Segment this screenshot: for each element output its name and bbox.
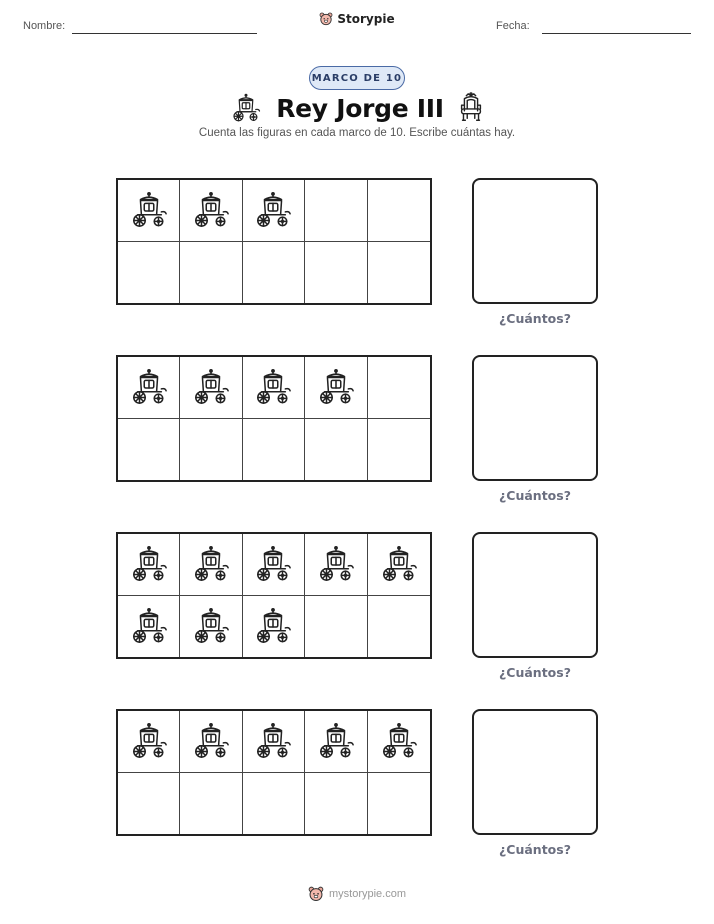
frame-cell	[243, 534, 305, 596]
frame-cell	[118, 357, 180, 419]
answer-label: ¿Cuántos?	[499, 311, 571, 326]
frame-cell	[243, 773, 305, 835]
frame-cell	[368, 773, 430, 835]
answer-box[interactable]	[472, 355, 598, 481]
frame-cell	[305, 596, 367, 658]
frame-cell	[305, 357, 367, 419]
carriage-icon	[128, 722, 170, 760]
frame-cell	[180, 596, 242, 658]
answer-box[interactable]	[472, 709, 598, 835]
ten-frame	[116, 178, 432, 305]
carriage-icon	[190, 545, 232, 583]
frame-cell	[180, 534, 242, 596]
frame-cell	[118, 773, 180, 835]
brand-name: Storypie	[337, 12, 395, 26]
frame-cell	[243, 180, 305, 242]
bear-mascot-icon	[308, 886, 324, 902]
frame-cell	[180, 357, 242, 419]
brand-logo	[0, 12, 714, 26]
frame-cell	[243, 711, 305, 773]
frame-cell	[118, 419, 180, 481]
answer-label: ¿Cuántos?	[499, 665, 571, 680]
frame-cell	[118, 242, 180, 304]
frame-cell	[180, 711, 242, 773]
frame-cell	[305, 180, 367, 242]
carriage-icon	[190, 607, 232, 645]
answer-box[interactable]	[472, 178, 598, 304]
footer-url: mystorypie.com	[328, 888, 407, 900]
ten-frame	[116, 709, 432, 836]
carriage-icon	[190, 191, 232, 229]
name-label: Nombre:	[23, 20, 66, 32]
carriage-icon	[315, 722, 357, 760]
bear-mascot-icon	[319, 12, 333, 26]
carriage-icon	[252, 368, 294, 406]
frame-cell	[368, 242, 430, 304]
footer	[0, 886, 714, 902]
frame-cell	[368, 419, 430, 481]
frame-cell	[305, 419, 367, 481]
carriage-icon	[378, 722, 420, 760]
carriage-icon	[378, 545, 420, 583]
carriage-icon	[315, 545, 357, 583]
frame-cell	[180, 419, 242, 481]
frame-cell	[305, 534, 367, 596]
frame-cell	[305, 773, 367, 835]
carriage-icon	[252, 545, 294, 583]
throne-icon	[458, 92, 484, 124]
answer-box[interactable]	[472, 532, 598, 658]
carriage-icon	[128, 191, 170, 229]
page-title: Rey Jorge III	[276, 93, 444, 123]
frame-cell	[180, 773, 242, 835]
frame-cell	[243, 242, 305, 304]
date-field[interactable]	[542, 33, 691, 34]
carriage-icon	[190, 368, 232, 406]
carriage-icon	[252, 191, 294, 229]
frame-cell	[305, 711, 367, 773]
answer-label: ¿Cuántos?	[499, 842, 571, 857]
instructions: Cuenta las figuras en cada marco de 10. Escribe cuántas hay.	[198, 127, 516, 139]
frame-cell	[243, 596, 305, 658]
carriage-icon	[315, 368, 357, 406]
carriage-icon	[128, 545, 170, 583]
answer-label: ¿Cuántos?	[499, 488, 571, 503]
frame-cell	[118, 711, 180, 773]
frame-cell	[243, 419, 305, 481]
frame-cell	[118, 180, 180, 242]
ten-frame	[116, 532, 432, 659]
frame-cell	[305, 242, 367, 304]
frame-cell	[368, 180, 430, 242]
ten-frame	[116, 355, 432, 482]
frame-cell	[368, 534, 430, 596]
frame-cell	[368, 711, 430, 773]
frame-cell	[243, 357, 305, 419]
frame-cell	[118, 534, 180, 596]
frame-cell	[368, 596, 430, 658]
worksheet-type-badge: MARCO DE 10	[309, 66, 405, 90]
carriage-icon	[128, 607, 170, 645]
frame-cell	[368, 357, 430, 419]
carriage-icon	[230, 93, 262, 123]
carriage-icon	[190, 722, 232, 760]
title-row	[0, 92, 714, 124]
date-label: Fecha:	[496, 20, 530, 32]
carriage-icon	[252, 722, 294, 760]
carriage-icon	[128, 368, 170, 406]
frame-cell	[118, 596, 180, 658]
name-field[interactable]	[72, 33, 257, 34]
carriage-icon	[252, 607, 294, 645]
frame-cell	[180, 242, 242, 304]
frame-cell	[180, 180, 242, 242]
